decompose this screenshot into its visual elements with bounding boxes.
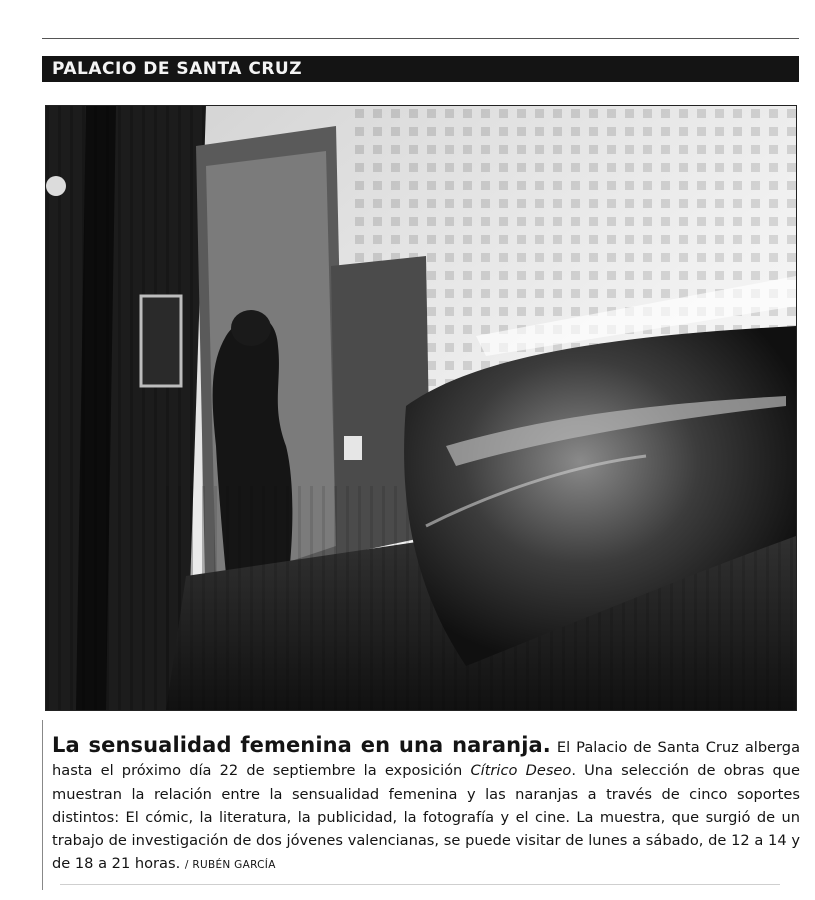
bottom-rule bbox=[60, 884, 780, 885]
article-headline: La sensualidad femenina en una naranja. bbox=[52, 733, 551, 757]
photo-credit: / RUBÉN GARCÍA bbox=[184, 859, 276, 872]
wall-label bbox=[344, 436, 362, 460]
section-title: PALACIO DE SANTA CRUZ bbox=[52, 59, 303, 79]
article-body-part2: . Una selección de obras que muestran la relación entre la sensualidad femenina y las naranjas a través de cinco soportes distintos: El cómic, la literatura, la publicidad, la fotografía y el cine. La muestra, que surgió de un trabajo de investigación de dos jóvenes valencianas, se puede visitar de lunes a sábado, de 12 a 14 y de 18 a 21 horas. bbox=[52, 762, 801, 873]
left-rule bbox=[42, 720, 43, 890]
framed-artwork bbox=[141, 296, 181, 386]
top-rule bbox=[42, 38, 799, 39]
article-body-part1: El Palacio de Santa Cruz alberga hasta el próximo día 22 de septiembre la exposición bbox=[52, 739, 801, 780]
article-caption bbox=[52, 734, 800, 878]
exhibition-photo bbox=[46, 106, 796, 710]
section-header-bar bbox=[42, 56, 799, 82]
exhibition-title: Cítrico Deseo bbox=[470, 762, 572, 780]
ceiling-light bbox=[46, 176, 66, 196]
photo-illustration bbox=[46, 106, 796, 710]
